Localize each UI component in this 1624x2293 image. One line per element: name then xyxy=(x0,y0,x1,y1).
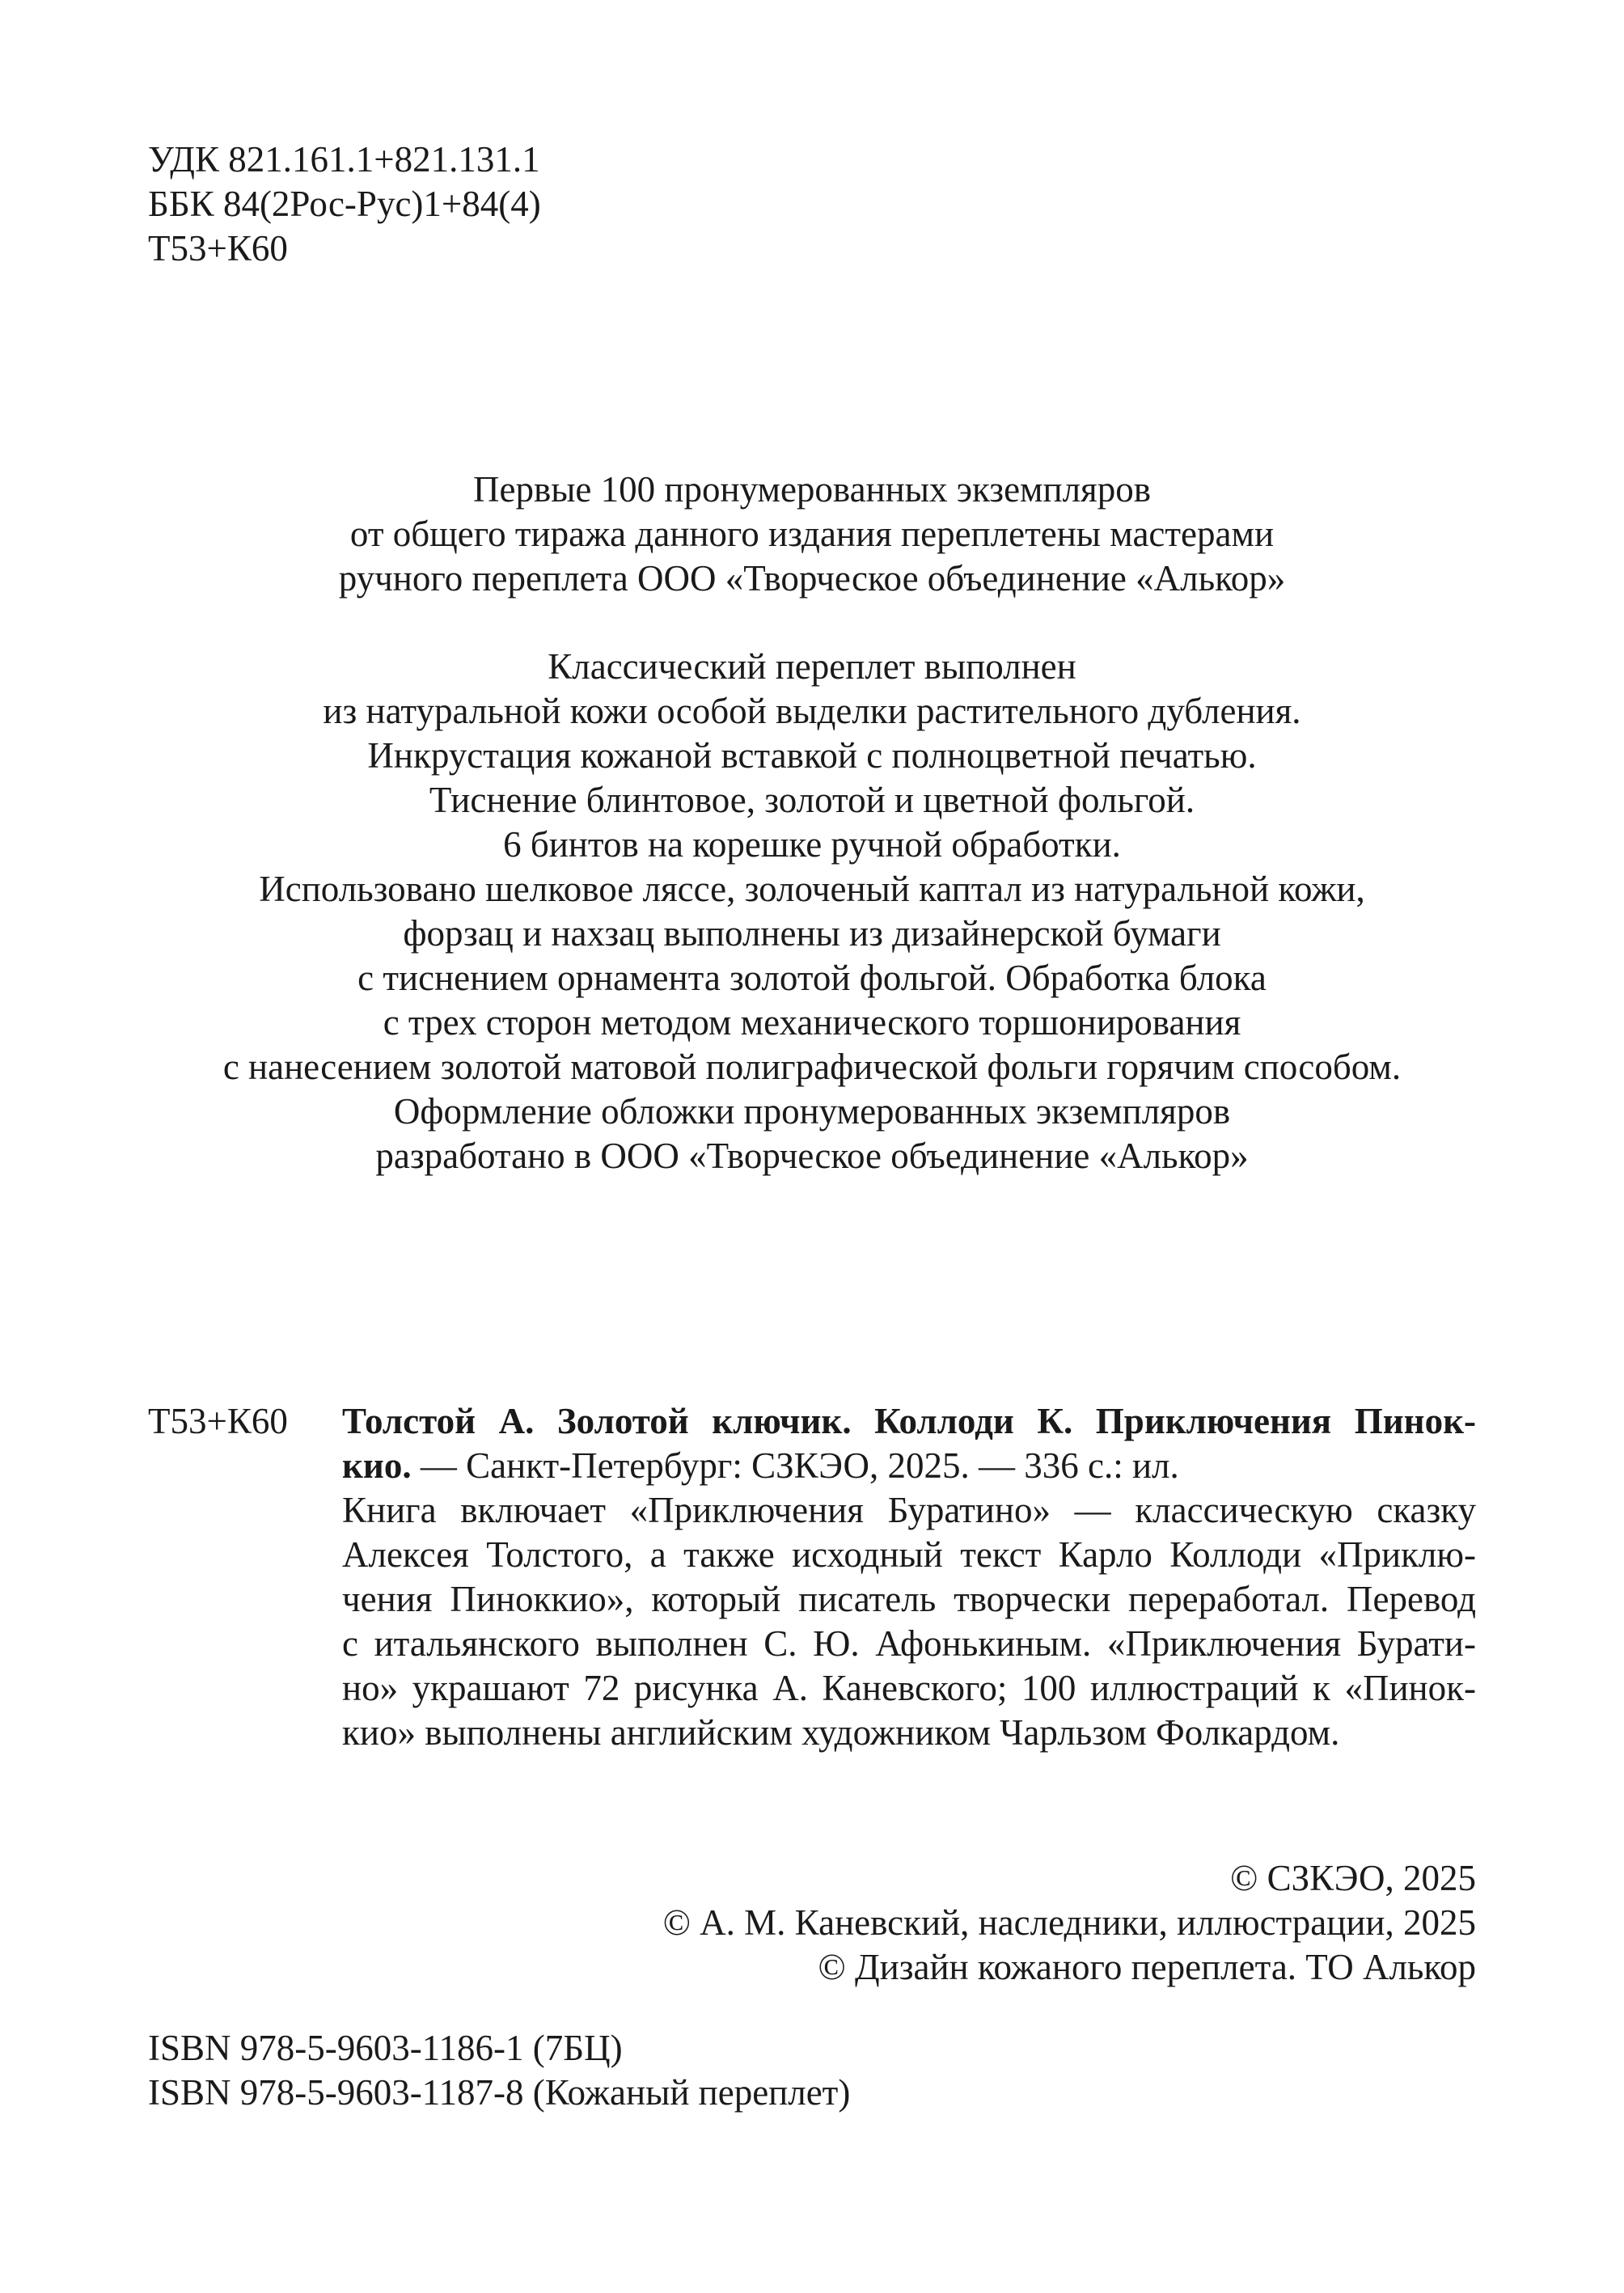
description-line: Оформление обложки пронумерованных экземпляров xyxy=(393,1091,1231,1132)
numbered-copies-note xyxy=(148,467,1476,601)
isbn-list xyxy=(148,2026,850,2115)
note-line: Первые 100 пронумерованных экземпляров xyxy=(472,469,1151,510)
annotation-line: чения Пиноккио», который писатель творчески переработал. Перевод xyxy=(342,1579,1476,1619)
description-line: Тиснение блинтовое, золотой и цветной фольгой. xyxy=(429,780,1195,820)
udk-code: УДК 821.161.1+821.131.1 xyxy=(148,139,540,180)
description-line: 6 бинтов на корешке ручной обработки. xyxy=(503,824,1121,865)
classification-codes xyxy=(148,137,541,271)
record-publisher: — Санкт-Петербург: СЗКЭО, 2025. — 336 с.: ил. xyxy=(411,1445,1179,1486)
author-mark: Т53+К60 xyxy=(148,228,288,269)
bibliographic-code: Т53+К60 xyxy=(148,1401,288,1441)
isbn-line: ISBN 978-5-9603-1187-8 (Кожаный переплет) xyxy=(148,2072,851,2113)
annotation-line: Алексея Толстого, а также исходный текст Карло Коллоди «Приклю- xyxy=(342,1534,1476,1575)
description-line: Использовано шелковое ляссе, золоченый каптал из натуральной кожи, xyxy=(259,869,1365,909)
copyright-notices xyxy=(663,1856,1476,1990)
record-heading: Толстой А. Золотой ключик. Коллоди К. Приключения Пинок- xyxy=(342,1401,1476,1441)
copyright-line: © СЗКЭО, 2025 xyxy=(1230,1858,1476,1898)
note-line: от общего тиража данного издания переплетены мастерами xyxy=(349,514,1275,554)
record-imprint xyxy=(342,1444,1476,1488)
record-heading-end: кио. xyxy=(342,1445,412,1486)
isbn-line: ISBN 978-5-9603-1186-1 (7БЦ) xyxy=(148,2028,623,2068)
annotation-line: но» украшают 72 рисунка А. Каневского; 100 иллюстраций к «Пинок- xyxy=(342,1668,1476,1708)
note-line: ручного переплета ООО «Творческое объединение «Алькор» xyxy=(338,558,1286,599)
description-line: с нанесением золотой матовой полиграфической фольги горячим способом. xyxy=(222,1047,1402,1087)
description-line: разработано в ООО «Творческое объединение «Алькор» xyxy=(375,1136,1249,1176)
bbk-code: ББК 84(2Рос-Рус)1+84(4) xyxy=(148,184,541,224)
binding-description xyxy=(148,645,1476,1178)
description-line: Инкрустация кожаной вставкой с полноцветной печатью. xyxy=(367,735,1257,776)
annotation-line: с итальянского выполнен С. Ю. Афонькиным. «Приключения Бурати- xyxy=(342,1623,1476,1664)
description-line: форзац и нахзац выполнены из дизайнерской бумаги xyxy=(403,913,1221,954)
annotation-line: Книга включает «Приключения Буратино» — классическую сказку xyxy=(342,1490,1476,1530)
copyright-line: © А. М. Каневский, наследники, иллюстрации, 2025 xyxy=(662,1902,1476,1943)
description-line: Классический переплет выполнен xyxy=(548,646,1076,687)
bibliographic-record xyxy=(342,1399,1476,1755)
copyright-line: © Дизайн кожаного переплета. ТО Алькор xyxy=(818,1947,1476,1987)
description-line: из натуральной кожи особой выделки растительного дубления. xyxy=(323,691,1301,731)
description-line: с трех сторон методом механического торшонирования xyxy=(383,1002,1241,1043)
annotation-line: кио» выполнены английским художником Чарльзом Фолкардом. xyxy=(342,1712,1340,1753)
description-line: с тиснением орнамента золотой фольгой. Обработка блока xyxy=(357,958,1267,998)
